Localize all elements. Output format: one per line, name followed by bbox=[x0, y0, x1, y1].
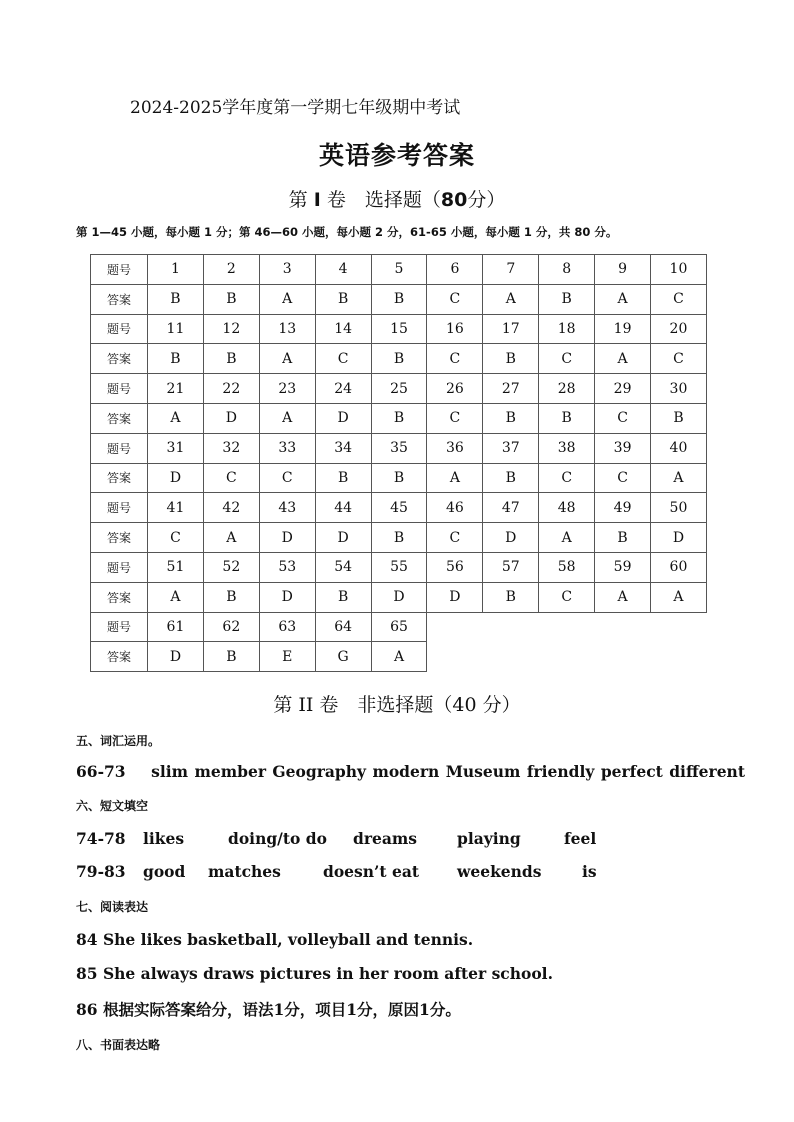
empty-cell bbox=[427, 612, 483, 642]
question-number: 21 bbox=[148, 374, 204, 404]
empty-cell bbox=[427, 642, 483, 672]
answer-letter: B bbox=[371, 523, 427, 553]
question-number: 55 bbox=[371, 552, 427, 582]
table-row-answers bbox=[91, 463, 707, 493]
question-number: 36 bbox=[427, 433, 483, 463]
question-number: 46 bbox=[427, 493, 483, 523]
question-number: 17 bbox=[483, 314, 539, 344]
answer-letter: D bbox=[483, 523, 539, 553]
question-number: 63 bbox=[259, 612, 315, 642]
empty-cell bbox=[651, 612, 707, 642]
answer-letter: B bbox=[371, 403, 427, 433]
answer-letter: C bbox=[259, 463, 315, 493]
table-row-numbers bbox=[91, 433, 707, 463]
answer-table bbox=[90, 254, 707, 672]
question-number: 19 bbox=[595, 314, 651, 344]
number-label: 题号 bbox=[91, 433, 148, 463]
question-number: 3 bbox=[259, 255, 315, 285]
answer-letter: A bbox=[651, 582, 707, 612]
question-number: 56 bbox=[427, 552, 483, 582]
answer-letter: G bbox=[315, 642, 371, 672]
answer-letter: A bbox=[595, 344, 651, 374]
answer-letter: C bbox=[539, 582, 595, 612]
blank-answer: matches bbox=[208, 862, 281, 881]
answer-letter: B bbox=[203, 284, 259, 314]
question-number: 61 bbox=[148, 612, 204, 642]
table-row-numbers bbox=[91, 493, 707, 523]
question-number: 9 bbox=[595, 255, 651, 285]
question-number: 20 bbox=[651, 314, 707, 344]
answer-letter: C bbox=[651, 284, 707, 314]
question-number: 13 bbox=[259, 314, 315, 344]
answer-label: 答案 bbox=[91, 642, 148, 672]
answer-letter: A bbox=[595, 582, 651, 612]
answer-letter: B bbox=[315, 463, 371, 493]
table-row-numbers bbox=[91, 612, 707, 642]
answer-85: 85 She always draws pictures in her room after school. bbox=[76, 964, 553, 983]
answer-letter: B bbox=[539, 284, 595, 314]
empty-cell bbox=[483, 612, 539, 642]
question-number: 47 bbox=[483, 493, 539, 523]
scoring-note: 第 1—45 小题，每小题 1 分；第 46—60 小题，每小题 2 分，61-65 小题，每小题 1 分，共 80 分。 bbox=[76, 225, 618, 239]
answer-letter: C bbox=[315, 344, 371, 374]
answer-label: 答案 bbox=[91, 403, 148, 433]
vocab-answer: friendly bbox=[526, 762, 595, 781]
part8-heading: 八、书面表达略 bbox=[76, 1038, 161, 1052]
question-number: 23 bbox=[259, 374, 315, 404]
table-row-answers bbox=[91, 582, 707, 612]
question-number: 15 bbox=[371, 314, 427, 344]
question-number: 16 bbox=[427, 314, 483, 344]
answer-letter: B bbox=[483, 463, 539, 493]
question-number: 59 bbox=[595, 552, 651, 582]
answer-letter: A bbox=[595, 284, 651, 314]
part5-heading: 五、词汇运用。 bbox=[76, 734, 161, 748]
answer-letter: A bbox=[259, 284, 315, 314]
answer-label: 答案 bbox=[91, 284, 148, 314]
section1-title: 第 I 卷 选择题（80分） bbox=[288, 189, 506, 211]
answer-letter: D bbox=[148, 642, 204, 672]
answer-letter: B bbox=[483, 582, 539, 612]
question-number: 52 bbox=[203, 552, 259, 582]
part5-answers bbox=[76, 762, 745, 781]
question-number: 43 bbox=[259, 493, 315, 523]
question-number: 53 bbox=[259, 552, 315, 582]
table-row-answers bbox=[91, 403, 707, 433]
question-number: 45 bbox=[371, 493, 427, 523]
part5-label: 66-73 bbox=[76, 762, 126, 781]
question-number: 22 bbox=[203, 374, 259, 404]
section2-title: 第 II 卷 非选择题（40 分） bbox=[273, 694, 521, 716]
answer-letter: B bbox=[148, 344, 204, 374]
part6-row1 bbox=[76, 829, 596, 848]
vocab-answer: different bbox=[669, 762, 745, 781]
question-number: 34 bbox=[315, 433, 371, 463]
question-number: 62 bbox=[203, 612, 259, 642]
answer-letter: B bbox=[651, 403, 707, 433]
answer-letter: B bbox=[595, 523, 651, 553]
question-number: 4 bbox=[315, 255, 371, 285]
question-number: 58 bbox=[539, 552, 595, 582]
table-row-answers bbox=[91, 642, 707, 672]
answer-letter: A bbox=[148, 403, 204, 433]
answer-letter: A bbox=[651, 463, 707, 493]
question-number: 1 bbox=[148, 255, 204, 285]
answer-letter: D bbox=[148, 463, 204, 493]
answer-letter: B bbox=[203, 582, 259, 612]
answer-letter: C bbox=[148, 523, 204, 553]
question-number: 60 bbox=[651, 552, 707, 582]
empty-cell bbox=[651, 642, 707, 672]
part6-label: 74-78 bbox=[76, 829, 126, 848]
empty-cell bbox=[483, 642, 539, 672]
empty-cell bbox=[595, 612, 651, 642]
question-number: 33 bbox=[259, 433, 315, 463]
answer-letter: A bbox=[259, 344, 315, 374]
answer-letter: A bbox=[148, 582, 204, 612]
answer-84: 84 She likes basketball, volleyball and tennis. bbox=[76, 930, 474, 949]
answer-letter: B bbox=[371, 284, 427, 314]
blank-answer: weekends bbox=[457, 862, 542, 881]
blank-answer: good bbox=[143, 862, 186, 881]
question-number: 25 bbox=[371, 374, 427, 404]
answer-letter: E bbox=[259, 642, 315, 672]
table-row-answers bbox=[91, 344, 707, 374]
answer-letter: B bbox=[371, 344, 427, 374]
number-label: 题号 bbox=[91, 552, 148, 582]
question-number: 8 bbox=[539, 255, 595, 285]
answer-letter: A bbox=[427, 463, 483, 493]
number-label: 题号 bbox=[91, 374, 148, 404]
answer-86: 86 根据实际答案给分，语法1分，项目1分，原因1分。 bbox=[76, 1000, 461, 1019]
answer-letter: A bbox=[539, 523, 595, 553]
question-number: 5 bbox=[371, 255, 427, 285]
exam-title: 2024-2025学年度第一学期七年级期中考试 bbox=[130, 98, 461, 118]
blank-answer: playing bbox=[457, 829, 521, 848]
question-number: 35 bbox=[371, 433, 427, 463]
answer-letter: C bbox=[595, 403, 651, 433]
answer-letter: C bbox=[427, 523, 483, 553]
question-number: 29 bbox=[595, 374, 651, 404]
question-number: 39 bbox=[595, 433, 651, 463]
vocab-answer: slim bbox=[151, 762, 189, 781]
answer-letter: B bbox=[483, 344, 539, 374]
question-number: 2 bbox=[203, 255, 259, 285]
part6-heading: 六、短文填空 bbox=[76, 799, 149, 813]
answer-label: 答案 bbox=[91, 523, 148, 553]
question-number: 65 bbox=[371, 612, 427, 642]
question-number: 49 bbox=[595, 493, 651, 523]
answer-letter: B bbox=[148, 284, 204, 314]
blank-answer: doing/to do bbox=[228, 829, 327, 848]
question-number: 44 bbox=[315, 493, 371, 523]
question-number: 64 bbox=[315, 612, 371, 642]
answer-label: 答案 bbox=[91, 344, 148, 374]
question-number: 54 bbox=[315, 552, 371, 582]
answer-letter: C bbox=[651, 344, 707, 374]
table-row-numbers bbox=[91, 314, 707, 344]
empty-cell bbox=[595, 642, 651, 672]
answer-label: 答案 bbox=[91, 582, 148, 612]
answer-letter: D bbox=[427, 582, 483, 612]
question-number: 37 bbox=[483, 433, 539, 463]
vocab-answer: Museum bbox=[445, 762, 521, 781]
blank-answer: feel bbox=[564, 829, 597, 848]
empty-cell bbox=[539, 612, 595, 642]
answer-letter: B bbox=[371, 463, 427, 493]
question-number: 31 bbox=[148, 433, 204, 463]
document-title: 英语参考答案 bbox=[318, 141, 475, 170]
question-number: 57 bbox=[483, 552, 539, 582]
answer-letter: C bbox=[539, 463, 595, 493]
question-number: 38 bbox=[539, 433, 595, 463]
vocab-answer: Geography bbox=[272, 762, 367, 781]
answer-letter: C bbox=[203, 463, 259, 493]
question-number: 14 bbox=[315, 314, 371, 344]
vocab-answer: modern bbox=[372, 762, 440, 781]
question-number: 48 bbox=[539, 493, 595, 523]
answer-letter: D bbox=[259, 523, 315, 553]
question-number: 32 bbox=[203, 433, 259, 463]
answer-letter: C bbox=[427, 284, 483, 314]
number-label: 题号 bbox=[91, 612, 148, 642]
answer-letter: B bbox=[315, 582, 371, 612]
answer-letter: B bbox=[315, 284, 371, 314]
table-row-numbers bbox=[91, 552, 707, 582]
answer-letter: C bbox=[595, 463, 651, 493]
question-number: 41 bbox=[148, 493, 204, 523]
blank-answer: is bbox=[582, 862, 597, 881]
answer-letter: D bbox=[203, 403, 259, 433]
answer-letter: B bbox=[203, 344, 259, 374]
question-number: 51 bbox=[148, 552, 204, 582]
part6-row2 bbox=[76, 862, 597, 881]
answer-letter: D bbox=[315, 523, 371, 553]
answer-letter: C bbox=[427, 344, 483, 374]
table-row-numbers bbox=[91, 374, 707, 404]
question-number: 50 bbox=[651, 493, 707, 523]
question-number: 6 bbox=[427, 255, 483, 285]
question-number: 42 bbox=[203, 493, 259, 523]
answer-letter: D bbox=[315, 403, 371, 433]
part6-label: 79-83 bbox=[76, 862, 126, 881]
answer-letter: C bbox=[539, 344, 595, 374]
answer-letter: A bbox=[259, 403, 315, 433]
answer-label: 答案 bbox=[91, 463, 148, 493]
answer-letter: D bbox=[651, 523, 707, 553]
question-number: 7 bbox=[483, 255, 539, 285]
question-number: 18 bbox=[539, 314, 595, 344]
question-number: 12 bbox=[203, 314, 259, 344]
table-row-numbers bbox=[91, 255, 707, 285]
blank-answer: dreams bbox=[353, 829, 418, 848]
question-number: 10 bbox=[651, 255, 707, 285]
question-number: 26 bbox=[427, 374, 483, 404]
question-number: 30 bbox=[651, 374, 707, 404]
question-number: 28 bbox=[539, 374, 595, 404]
blank-answer: doesn’t eat bbox=[323, 862, 420, 881]
vocab-answer: perfect bbox=[600, 762, 663, 781]
vocab-answer: member bbox=[194, 762, 267, 781]
question-number: 11 bbox=[148, 314, 204, 344]
answer-letter: B bbox=[483, 403, 539, 433]
answer-letter: D bbox=[259, 582, 315, 612]
table-row-answers bbox=[91, 523, 707, 553]
number-label: 题号 bbox=[91, 255, 148, 285]
answer-letter: A bbox=[203, 523, 259, 553]
empty-cell bbox=[539, 642, 595, 672]
question-number: 27 bbox=[483, 374, 539, 404]
question-number: 40 bbox=[651, 433, 707, 463]
answer-letter: D bbox=[371, 582, 427, 612]
table-row-answers bbox=[91, 284, 707, 314]
number-label: 题号 bbox=[91, 493, 148, 523]
answer-letter: C bbox=[427, 403, 483, 433]
answer-letter: A bbox=[483, 284, 539, 314]
question-number: 24 bbox=[315, 374, 371, 404]
answer-letter: B bbox=[203, 642, 259, 672]
answer-letter: B bbox=[539, 403, 595, 433]
number-label: 题号 bbox=[91, 314, 148, 344]
blank-answer: likes bbox=[143, 829, 185, 848]
answer-letter: A bbox=[371, 642, 427, 672]
part7-heading: 七、阅读表达 bbox=[76, 900, 149, 914]
